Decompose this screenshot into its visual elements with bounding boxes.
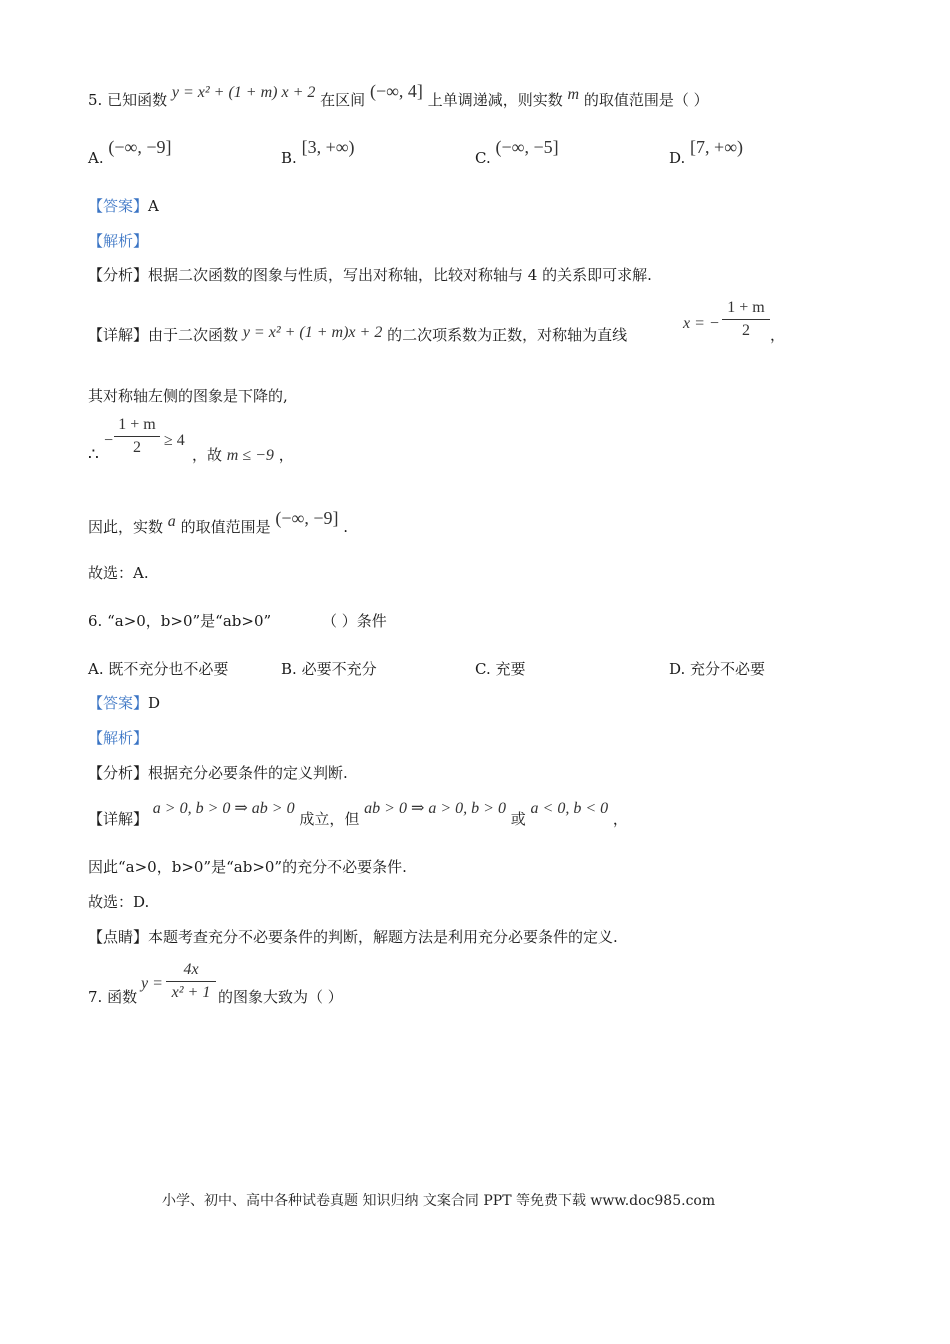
option-label: A. bbox=[88, 149, 104, 167]
q5-option-b bbox=[281, 137, 355, 169]
q5-option-a bbox=[88, 137, 172, 169]
option-value: [7, +∞) bbox=[690, 137, 744, 157]
q6-answer bbox=[88, 692, 160, 714]
xiangjie-expr: y = x² + (1 + m)x + 2 bbox=[242, 324, 383, 341]
q5-option-d bbox=[669, 137, 744, 169]
fraction-denominator: 2 bbox=[742, 322, 750, 339]
option-value: 充要 bbox=[495, 660, 526, 678]
dianjing-tag: 【点睛】 bbox=[88, 928, 149, 946]
fraction-bar bbox=[166, 981, 216, 982]
q6-analysis-tag: 【解析】 bbox=[88, 729, 149, 747]
option-label: C. bbox=[475, 660, 491, 678]
conclusion-text: . bbox=[343, 518, 349, 536]
tail-expr: m ≤ −9 bbox=[226, 447, 274, 464]
q7-stem-prefix: 7. 函数 bbox=[88, 988, 138, 1006]
q5-stem-prefix: 5. 已知函数 bbox=[88, 91, 168, 109]
q5-interval: (−∞, 4] bbox=[369, 81, 423, 101]
fenxi-text: 根据二次函数的图象与性质，写出对称轴，比较对称轴与 4 的关系即可求解. bbox=[148, 266, 652, 284]
conclusion-interval: (−∞, −9] bbox=[275, 508, 339, 528]
option-label: B. bbox=[281, 660, 297, 678]
q6-stem bbox=[88, 610, 387, 632]
q5-var: m bbox=[567, 86, 580, 103]
q5-option-c bbox=[475, 137, 559, 169]
dianjing-text: 本题考查充分不必要条件的判断，解题方法是利用充分必要条件的定义. bbox=[148, 928, 618, 946]
q6-option-c bbox=[475, 658, 526, 680]
conclusion-var: a bbox=[167, 513, 176, 530]
option-label: C. bbox=[475, 149, 491, 167]
q5-stem bbox=[88, 81, 709, 112]
q5-analysis-tag: 【解析】 bbox=[88, 232, 149, 250]
option-value: [3, +∞) bbox=[301, 137, 355, 157]
tail-text: ， bbox=[278, 446, 294, 464]
xiangjie-expr: ab > 0 ⇒ a > 0, b > 0 bbox=[364, 800, 506, 817]
option-value: 充分不必要 bbox=[690, 660, 766, 678]
fraction-denominator: 2 bbox=[133, 439, 141, 456]
xiangjie-text: 的二次项系数为正数，对称轴为直线 bbox=[387, 326, 628, 344]
conclusion-text: 因此，实数 bbox=[88, 518, 164, 536]
q6-conclusion: 因此“a>0，b>0”是“ab>0”的充分不必要条件. bbox=[88, 858, 407, 876]
xiangjie-text: ， bbox=[612, 810, 628, 828]
q6-choose: 故选：D. bbox=[88, 893, 150, 911]
answer-value: D bbox=[148, 694, 161, 712]
q5-axis-fraction bbox=[722, 299, 770, 340]
option-value: 既不充分也不必要 bbox=[108, 660, 229, 678]
fenxi-tag: 【分析】 bbox=[88, 764, 149, 782]
fraction-numerator: 1 + m bbox=[118, 416, 156, 433]
q5-func-expr: y = x² + (1 + m) x + 2 bbox=[171, 84, 316, 101]
fraction-numerator: 1 + m bbox=[727, 299, 765, 316]
q7-lhs: y = bbox=[141, 975, 163, 992]
option-value: (−∞, −5] bbox=[495, 137, 559, 157]
q5-answer bbox=[88, 195, 159, 217]
therefore-symbol: ∴ bbox=[88, 445, 99, 465]
q6-dianjing bbox=[88, 926, 618, 948]
option-label: D. bbox=[669, 660, 686, 678]
q6-stem-b: （ ）条件 bbox=[321, 612, 387, 630]
q5-ineq-tail bbox=[192, 444, 294, 467]
q5-ineq-fraction bbox=[114, 416, 160, 457]
q7-stem-suffix: 的图象大致为（ ） bbox=[218, 988, 343, 1006]
xiangjie-text: 成立，但 bbox=[299, 810, 360, 828]
q5-stem-suffix: 的取值范围是（ ） bbox=[583, 91, 709, 109]
option-label: A. bbox=[88, 660, 104, 678]
option-label: D. bbox=[669, 149, 686, 167]
q5-axis-lhs: x = − bbox=[683, 315, 720, 332]
option-value: 必要不充分 bbox=[301, 660, 377, 678]
fraction-denominator: x² + 1 bbox=[171, 984, 211, 1001]
xiangjie-text: 或 bbox=[510, 810, 526, 828]
q5-xiangjie bbox=[88, 324, 627, 347]
q5-axis-end: ， bbox=[770, 326, 786, 344]
xiangjie-text: 由于二次函数 bbox=[148, 326, 239, 344]
answer-tag: 【答案】 bbox=[88, 694, 149, 712]
q5-conclusion bbox=[88, 508, 349, 539]
xiangjie-expr: a < 0, b < 0 bbox=[530, 800, 609, 817]
page-footer: 小学、初中、高中各种试卷真题 知识归纳 文案合同 PPT 等免费下载 www.doc985.com bbox=[162, 1193, 716, 1209]
tail-text: ，故 bbox=[192, 446, 223, 464]
q6-option-d bbox=[669, 658, 765, 680]
q6-option-a bbox=[88, 658, 228, 680]
fenxi-tag: 【分析】 bbox=[88, 266, 149, 284]
answer-value: A bbox=[148, 197, 159, 215]
q5-stem-mid: 在区间 bbox=[320, 91, 366, 109]
q6-xiangjie bbox=[88, 800, 628, 831]
q5-line2: 其对称轴左侧的图象是下降的, bbox=[88, 387, 288, 405]
option-value: (−∞, −9] bbox=[108, 137, 172, 157]
xiangjie-tag: 【详解】 bbox=[88, 810, 149, 828]
xiangjie-expr: a > 0, b > 0 ⇒ ab > 0 bbox=[152, 800, 295, 817]
option-label: B. bbox=[281, 149, 297, 167]
q5-fenxi bbox=[88, 264, 652, 286]
q7-fraction bbox=[166, 961, 216, 1002]
fraction-numerator: 4x bbox=[183, 961, 199, 978]
answer-tag: 【答案】 bbox=[88, 197, 149, 215]
q5-stem-mid2: 上单调递减，则实数 bbox=[427, 91, 563, 109]
fenxi-text: 根据充分必要条件的定义判断. bbox=[148, 764, 348, 782]
q5-ineq-neg: − bbox=[104, 432, 114, 449]
fraction-bar bbox=[722, 319, 770, 320]
xiangjie-tag: 【详解】 bbox=[88, 326, 149, 344]
q6-option-b bbox=[281, 658, 377, 680]
fraction-bar bbox=[114, 436, 160, 437]
conclusion-text: 的取值范围是 bbox=[180, 518, 271, 536]
q6-fenxi bbox=[88, 762, 348, 784]
q5-choose: 故选：A. bbox=[88, 564, 149, 582]
q5-ineq-rhs: ≥ 4 bbox=[164, 432, 185, 449]
q6-stem-a: 6. “a>0，b>0”是“ab>0” bbox=[88, 612, 272, 630]
